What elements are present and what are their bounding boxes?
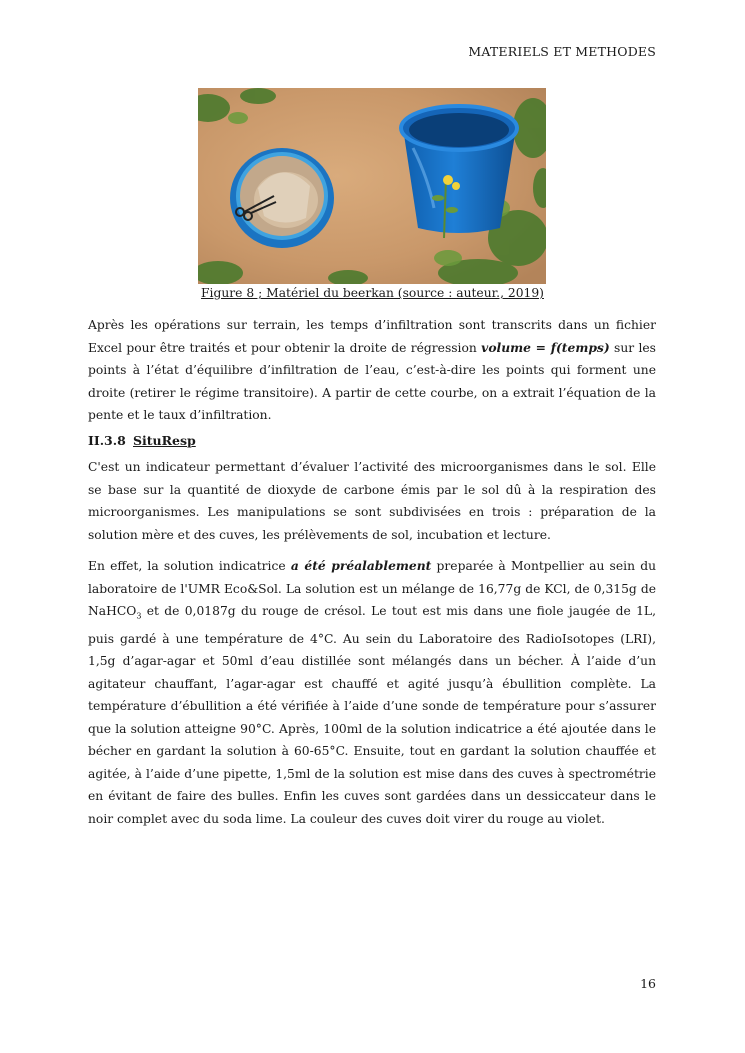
paragraph-solution-preparation: En effet, la solution indicatrice a été préalablement preparée à Montpellier au sein du laboratoire de l'UMR Eco&Sol. La solution est un mélange de 16,77g de KCl, de 0,315g de NaHCO$_3$ et de 0,0187g du rouge de crésol. Le tout est mis dans une fiole jaugée de 1L, puis gardé à une température de 4°C. Au sein du Laboratoire des RadioIsotopes (LRI), 1,5g d’agar-agar et 50ml d’eau distillée sont mélangés dans un bécher. À l’aide d’un agitateur chauffant, l’agar-agar est chauffé et agité jusqu’à ébullition complète. La température d’ébullition a été vérifiée à l’aide d’une sonde de température pour s’assurer que la solution atteigne 90°C. Après, 100ml de la solution indicatrice a été ajoutée dans le bécher en gardant la solution à 60-65°C. Ensuite, tout en gardant la solution chauffée et agitée, à l’aide d’une pipette, 1,5ml de la solution est mise dans des cuves à spectrométrie en évitant de faire des bulles. Enfin les cuves sont gardées dans un dessiccateur dans le noir complet avec du soda lime. La couleur des cuves doit virer du rouge au violet. (88, 558, 656, 826)
section-number: II.3.8 (88, 433, 126, 448)
paragraph-situresp-intro: C'est un indicateur permettant d’évaluer l’activité des microorganismes dans le sol. Elle se base sur la quantité de dioxyde de carbone émis par le sol dû à la respiration des microorganismes. Les manipulations se sont subdivisées en trois : préparation de la solution mère et des cuves, les prélèvements de sol, incubation et lecture. (88, 460, 656, 542)
figure-photo-beerkan-equipment (198, 88, 546, 284)
section-heading (88, 433, 196, 448)
blue-bucket (401, 106, 517, 233)
running-header: MATERIELS ET METHODES (468, 44, 656, 59)
page-number: 16 (640, 976, 656, 991)
figure-caption: Figure 8 ; Matériel du beerkan (source : auteur., 2019) (201, 286, 544, 300)
infiltration-ring-basin (230, 148, 334, 248)
emphasis-volume-temps: volume = f(temps) (481, 339, 610, 355)
section-title: SituResp (133, 433, 196, 448)
emphasis-prealablement: a été préalablement (290, 558, 432, 573)
paragraph-regression: Après les opérations sur terrain, les temps d’infiltration sont transcrits dans un fichier Excel pour être traités et pour obtenir la droite de régression volume = f(temps) sur les points à l’état d’équilibre d’infiltration de l’eau, c’est-à-dire les points qui forment une droite (retirer le régime transitoire). A partir de cette courbe, on a extrait l’équation de la pente et le taux d’infiltration. (88, 318, 656, 422)
